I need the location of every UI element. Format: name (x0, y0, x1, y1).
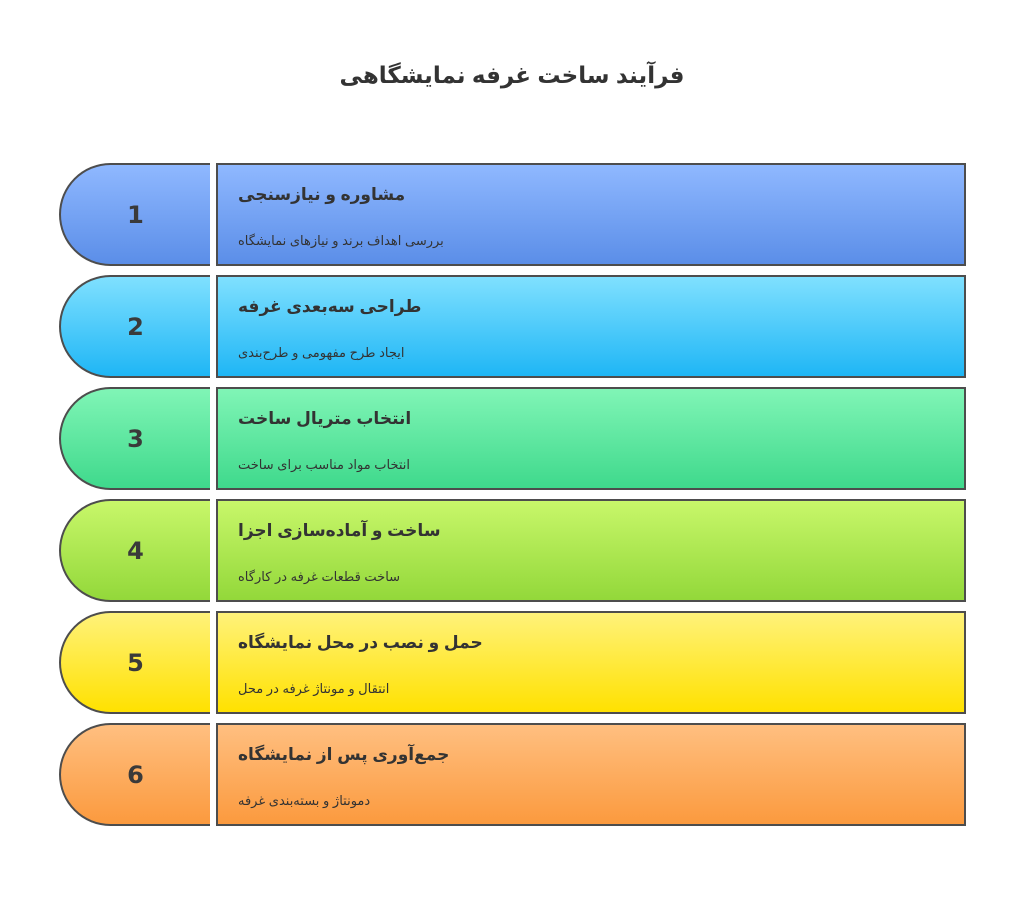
process-steps (59, 162, 967, 834)
step-bar (216, 387, 966, 490)
step-title: ساخت و آماده‌سازی اجزا (238, 521, 441, 540)
step-4 (59, 498, 967, 603)
step-5 (59, 610, 967, 715)
step-number: 6 (127, 760, 144, 789)
step-description: انتقال و مونتاژ غرفه در محل (238, 681, 390, 696)
step-1 (59, 162, 967, 267)
step-description: ساخت قطعات غرفه در کارگاه (238, 569, 401, 584)
step-description: دمونتاژ و بسته‌بندی غرفه (238, 793, 371, 808)
step-bar (216, 723, 966, 826)
step-description: بررسی اهداف برند و نیازهای نمایشگاه (238, 233, 444, 248)
step-number: 3 (127, 424, 144, 453)
step-title: حمل و نصب در محل نمایشگاه (238, 633, 483, 652)
step-number: 1 (127, 200, 144, 229)
step-description: انتخاب مواد مناسب برای ساخت (238, 457, 411, 472)
step-title: جمع‌آوری پس از نمایشگاه (238, 745, 450, 764)
step-number-tab (59, 163, 210, 266)
step-number-tab (59, 611, 210, 714)
step-number-tab (59, 275, 210, 378)
step-number-tab (59, 499, 210, 602)
step-number: 4 (127, 536, 144, 565)
diagram-title: فرآیند ساخت غرفه نمایشگاهی (339, 62, 685, 88)
step-description: ایجاد طرح مفهومی و طرح‌بندی (238, 345, 405, 360)
step-6 (59, 722, 967, 827)
step-3 (59, 386, 967, 491)
step-title: مشاوره و نیازسنجی (238, 185, 406, 204)
step-bar (216, 499, 966, 602)
step-bar (216, 163, 966, 266)
step-number-tab (59, 723, 210, 826)
step-2 (59, 274, 967, 379)
step-title: انتخاب متریال ساخت (238, 409, 412, 428)
step-title: طراحی سه‌بعدی غرفه (238, 297, 422, 316)
step-number: 5 (127, 648, 144, 677)
step-number-tab (59, 387, 210, 490)
step-bar (216, 611, 966, 714)
step-bar (216, 275, 966, 378)
step-number: 2 (127, 312, 144, 341)
